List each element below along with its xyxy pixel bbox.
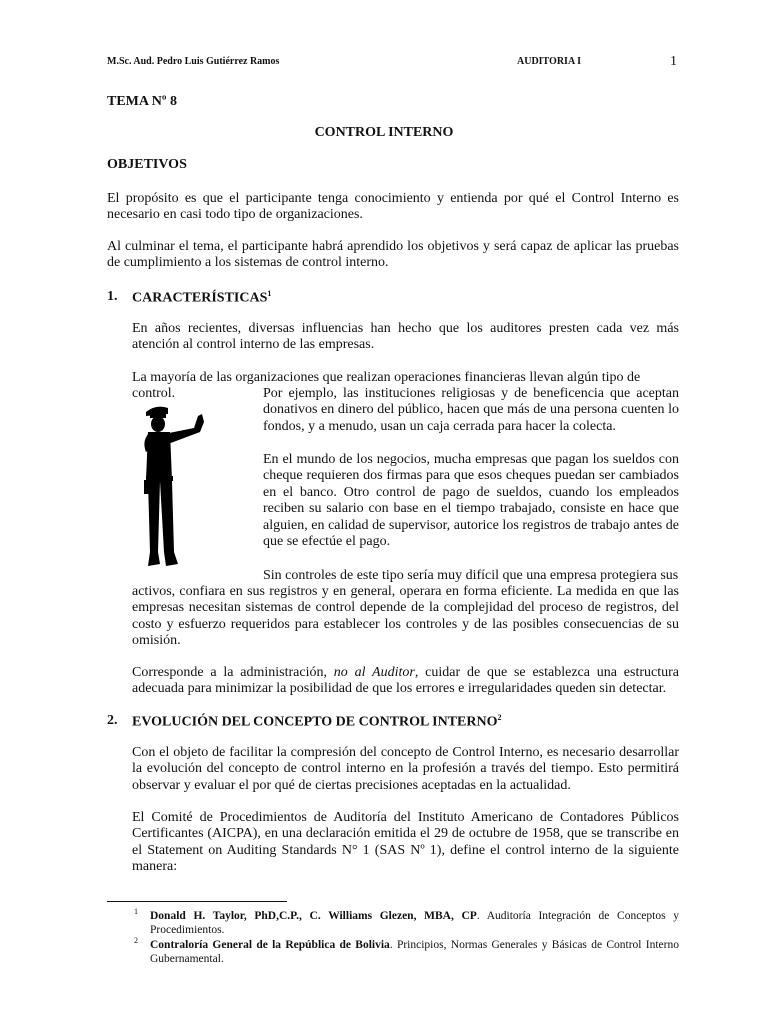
footnote-2-mark: 2	[134, 936, 138, 945]
section-1-paragraph-5	[132, 665, 679, 698]
footnote-ref-1[interactable]: 1	[267, 289, 272, 298]
section-1-paragraph-2-rest: Por ejemplo, las instituciones religiosas y de beneficencia que aceptan donativos en dinero del público, hacen que más de una persona cuenten lo fondos, y a menudo, usan un caja cerrada para hacer la colecta.	[263, 386, 679, 434]
footnote-1-text: . Auditoría Integración de Conceptos y Procedimientos.	[150, 910, 679, 936]
section-1-heading	[107, 289, 272, 306]
p5-before: Corresponde a la administración,	[132, 665, 327, 680]
section-1-paragraph-4-rest: activos, confiara en sus registros y en general, operara en forma eficiente. La medida en que las empresas necesitan sistemas de control depende de la complejidad del proceso de registros, del costo y esfuerzo requeridos para establecer los controles y de las posibles consecuencias de su omisión.	[132, 584, 679, 649]
tema-label: TEMA Nº 8	[107, 94, 177, 109]
section-1-paragraph-2-first-line: La mayoría de las organizaciones que realizan operaciones financieras llevan algún tipo de control.	[132, 370, 641, 402]
section-2-paragraph-2: El Comité de Procedimientos de Auditoría del Instituto Americano de Contadores Públicos Certificantes (AICPA), en una declaración emitida el 29 de octubre de 1958, que se transcribe en el Statement on Auditing Standards N° 1 (SAS Nº 1), define el control interno de la siguiente manera:	[132, 810, 679, 875]
section-1-paragraph-4-first-line: Sin controles de este tipo sería muy difícil que una empresa protegiera sus	[263, 568, 679, 583]
p5-emphasis: no al Auditor	[333, 665, 415, 680]
section-2-heading	[107, 713, 502, 730]
section-2-title: EVOLUCIÓN DEL CONCEPTO DE CONTROL INTERNO	[132, 714, 498, 730]
footnote-1	[150, 909, 679, 937]
section-1-number: 1.	[107, 289, 118, 304]
footnote-2-authors: Contraloría General de la República de Bolivia	[150, 939, 390, 951]
objetivos-heading: OBJETIVOS	[107, 157, 187, 172]
page-number: 1	[670, 54, 677, 69]
section-2-number: 2.	[107, 713, 118, 728]
page-title: CONTROL INTERNO	[314, 125, 454, 140]
footnote-divider	[107, 901, 287, 902]
footnote-ref-2[interactable]: 2	[497, 713, 502, 722]
section-1-paragraph-3: En el mundo de los negocios, mucha empresas que pagan los sueldos con cheque requieren dos firmas para que esos cheques puedan ser cambiados en el banco. Otro control de pago de sueldos, cuando los empleados reciben su salario con base en el tiempo trabajado, consiste en hace que alguien, en calidad de supervisor, autorice los registros de trabajo antes de que se efectúe el pago.	[263, 452, 679, 550]
police-officer-silhouette-icon	[138, 402, 208, 570]
objetivos-paragraph-1: El propósito es que el participante tenga conocimiento y entienda por qué el Control Interno es necesario en casi todo tipo de organizaciones.	[107, 191, 679, 223]
header-author: M.Sc. Aud. Pedro Luis Gutiérrez Ramos	[107, 56, 280, 67]
section-2-paragraph-1: Con el objeto de facilitar la compresión del concepto de Control Interno, es necesario desarrollar la evolución del concepto de control interno en la profesión a través del tiempo. Esto permitirá observar y evaluar el por qué de ciertas precisiones aceptadas en la actualidad.	[132, 745, 679, 793]
footnote-1-authors: Donald H. Taylor, PhD,C.P., C. Williams Glezen, MBA, CP	[150, 910, 477, 922]
footnote-2-text: . Principios, Normas Generales y Básicas de Control Interno Gubernamental.	[150, 939, 679, 965]
footnote-1-mark: 1	[134, 907, 138, 916]
objetivos-paragraph-2: Al culminar el tema, el participante habrá aprendido los objetivos y será capaz de aplicar las pruebas de cumplimiento a los sistemas de control interno.	[107, 239, 679, 271]
header-course: AUDITORIA I	[517, 56, 581, 67]
p5-after: , cuidar de que se establezca una estructura adecuada para minimizar la posibilidad de que los errores e irregularidades queden sin detectar.	[132, 665, 679, 697]
section-1-title: CARACTERÍSTICAS	[132, 290, 268, 306]
footnote-2	[150, 938, 679, 966]
section-1-paragraph-1: En años recientes, diversas influencias han hecho que los auditores presten cada vez más atención al control interno de las empresas.	[132, 321, 679, 353]
